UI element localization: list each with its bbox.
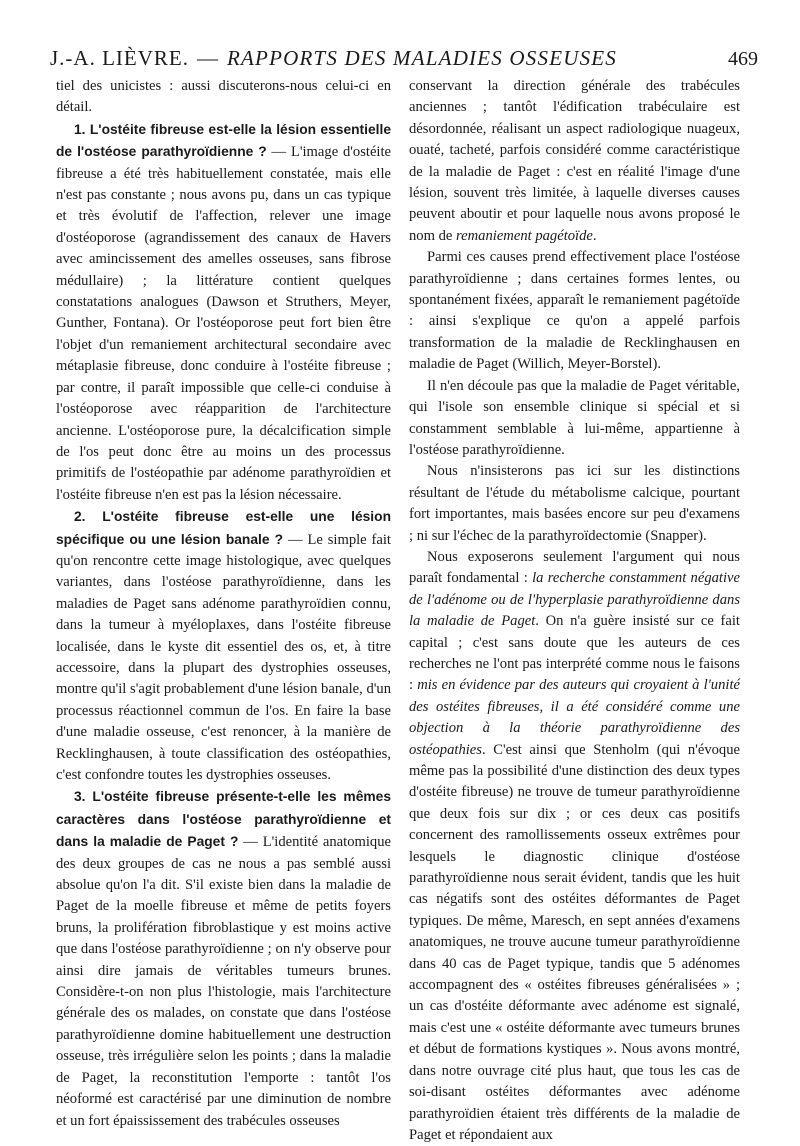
header-separator: — [196,46,219,70]
paragraph-metabolisme: Nous n'insisterons pas ici sur les distinctions résultant de l'étude du métabolisme calcique, pourtant fort importantes, mais basées encore sur peu d'examens ; ni sur l'échec de la parathyroïdectomie (Snapper). [409,463,740,544]
question-1-heading: 1. L'ostéite fibreuse est-elle la lésion essentielle de l'ostéose parathyroïdienne ? [56,121,391,160]
right-column [409,76,740,1143]
question-3-text: — L'identité anatomique des deux groupes de cas ne nous a pas semblé aussi absolue qu'on l'a dit. S'il existe bien dans la maladie de Paget de la moelle fibreuse et même de petits foyers bruns, la prolifération fibroblastique y est moins active que dans l'ostéose parathyroïdienne ; on n'y observe pour ainsi dire jamais de véritables tumeurs brunes. Considère-t-on non plus l'histologie, mais l'architecture générale des os malades, on constate que dans l'ostéose parathyroïdienne domine habituellement une destruction osseuse, très irrégulière selon les points ; dans la maladie de Paget, la reconstitution l'emporte : tantôt l'os néoformé est caractérisé par une diminution de nombre et un fort épaississement des trabécules osseuses [56,834,391,1129]
argument-middle: . On n'a guère insisté sur ce fait capital ; c'est sans doute que les auteurs de ces recherches ne l'ont pas interprété comme nous le faisons : [409,613,740,694]
question-2-heading: 2. L'ostéite fibreuse est-elle une lésion spécifique ou une lésion banale ? [56,509,391,547]
header-running-title: RAPPORTS DES MALADIES OSSEUSES [226,46,618,70]
question-1-text: — L'image d'ostéite fibreuse a été très habituellement constatée, mais elle n'est pas constante ; nous avons pu, dans un cas typique et très évolutif de l'affection, relever une image d'ostéoporose (agrandissement des canaux de Havers avec amincissement des amelles osseuses, sans fibrose médullaire) ; la littérature contient quelques constatations analogues (Dawson et Struthers, Meyer, Gunther, Fontana). Or l'ostéoporose peut fort bien être l'objet d'un remaniement architectural secondaire avec métaplasie fibreuse, donc conduire à l'ostéite fibreuse ; par contre, il paraît impossible que celle-ci conduise à l'ostéoporose avec réapparition de l'architecture ancienne. L'ostéoporose pure, la décalcification simple de l'os peut donc être au moins un des processus primitifs de l'ostéopathie par adénome parathyroïdien et l'ostéite fibreuse n'en est pas la lésion nécessaire. [56,144,392,503]
left-column [56,76,392,1129]
paragraph-remaniement [409,76,740,247]
paragraph-remaniement-text: conservant la direction générale des trabécules anciennes ; tantôt l'édification trabéculaire est désordonnée, réalisant un aspect radiologique nuageux, ouaté, tacheté, parfois considéré comme caractéristique de la maladie de Paget : c'est en réalité l'image d'une lésion, souvent très limitée, à laquelle diverses causes peuvent aboutir et pour laquelle nous avons proposé le nom de [409,78,740,244]
paragraph-remaniement-end: . [592,227,597,244]
header-author: J.-A. LIÈVRE. [50,46,189,70]
argument-italic-1: la recherche constamment négative de l'adénome ou de l'hyperplasie parathyroïdienne dans la maladie de Paget [409,570,740,630]
question-3-paragraph [56,786,391,1132]
argument-end: . C'est ainsi que Stenholm (qui n'évoque même pas la possibilité d'une distinction des deux types d'ostéite fibreuse) ne trouve de tumeur parathyroïdienne que deux fois sur dix ; or ces deux cas positifs concernent des ramollissements osseux extrêmes pour lesquels le diagnostic clinique d'ostéose parathyroïdienne nous serait évident, tandis que les huit cas négatifs sont des ostéites déformantes de Paget typiques. De même, Maresch, en sept années d'examens anatomiques, ne trouve aucune tumeur parathyroïdienne dans 40 cas de Paget typique, tandis que 5 adénomes accompagnent des « ostéites fibreuses généralisées » ; un cas d'ostéite déformante avec adénome est signalé, mais c'est une « ostéite déformante avec tumeurs brunes et début de formations kystiques ». Nous avons montré, dans notre ouvrage cité plus haut, que tous les cas de soi-disant ostéites déformantes avec adénome parathyroïdien étaient très différents de la maladie de Paget et répondaient aux [409,741,740,1143]
question-1-paragraph [56,119,391,506]
question-2-paragraph [56,506,391,786]
paragraph-paget-veritable: Il n'en découle pas que la maladie de Paget véritable, qui l'isole son ensemble clinique si spécial et si constamment semblable à lui-même, appartienne à l'ostéose parathyroïdienne. [409,377,740,458]
running-title-line [50,46,617,71]
argument-intro: Nous exposerons seulement l'argument qui nous paraît fondamental : [409,548,740,587]
term-remaniement-pagetoide: remaniement pagétoïde [456,227,593,244]
argument-italic-2: mis en évidence par des auteurs qui croyaient à l'unité des ostéites fibreuses, il a été considéré comme une objection à la théorie parathyroïdienne des ostéopathies [409,677,740,758]
question-3-heading: 3. L'ostéite fibreuse présente-t-elle les mêmes caractères dans l'ostéose parathyroïdienne et dans la maladie de Paget ? [56,789,391,850]
paragraph-continuation: tiel des unicistes : aussi discuterons-nous celui-ci en détail. [56,78,391,116]
page-number: 469 [728,48,758,70]
paragraph-causes: Parmi ces causes prend effectivement place l'ostéose parathyroïdienne ; dans certaines formes lentes, ou spontanément fixées, apparaît le remaniement pagétoïde : ainsi s'explique ce qu'on a appelé parfois transformation de la maladie de Recklinghausen en maladie de Paget (Willich, Meyer-Borstel). [409,249,740,373]
question-2-text: — Le simple fait qu'on rencontre cette image histologique, avec quelques variantes, dans l'ostéose parathyroïdienne, dans les maladies de Paget sans adénome parathyroïdien connu, dans la tumeur à myéloplaxes, dans l'ostéite fibreuse localisée, dans le kyste dit essentiel des os, et, à titre accessoire, dans la plupart des dystrophies osseuses, montre qu'il s'agit probablement d'une lésion banale, d'un processus réactionnel commun de l'os. En faire la base d'une maladie osseuse, c'est renoncer, à la manière de Recklinghausen, à toute classification des ostéopathies, c'est confondre toutes les dystrophies osseuses. [56,531,391,783]
running-header [50,46,758,80]
paragraph-argument [409,547,740,1146]
